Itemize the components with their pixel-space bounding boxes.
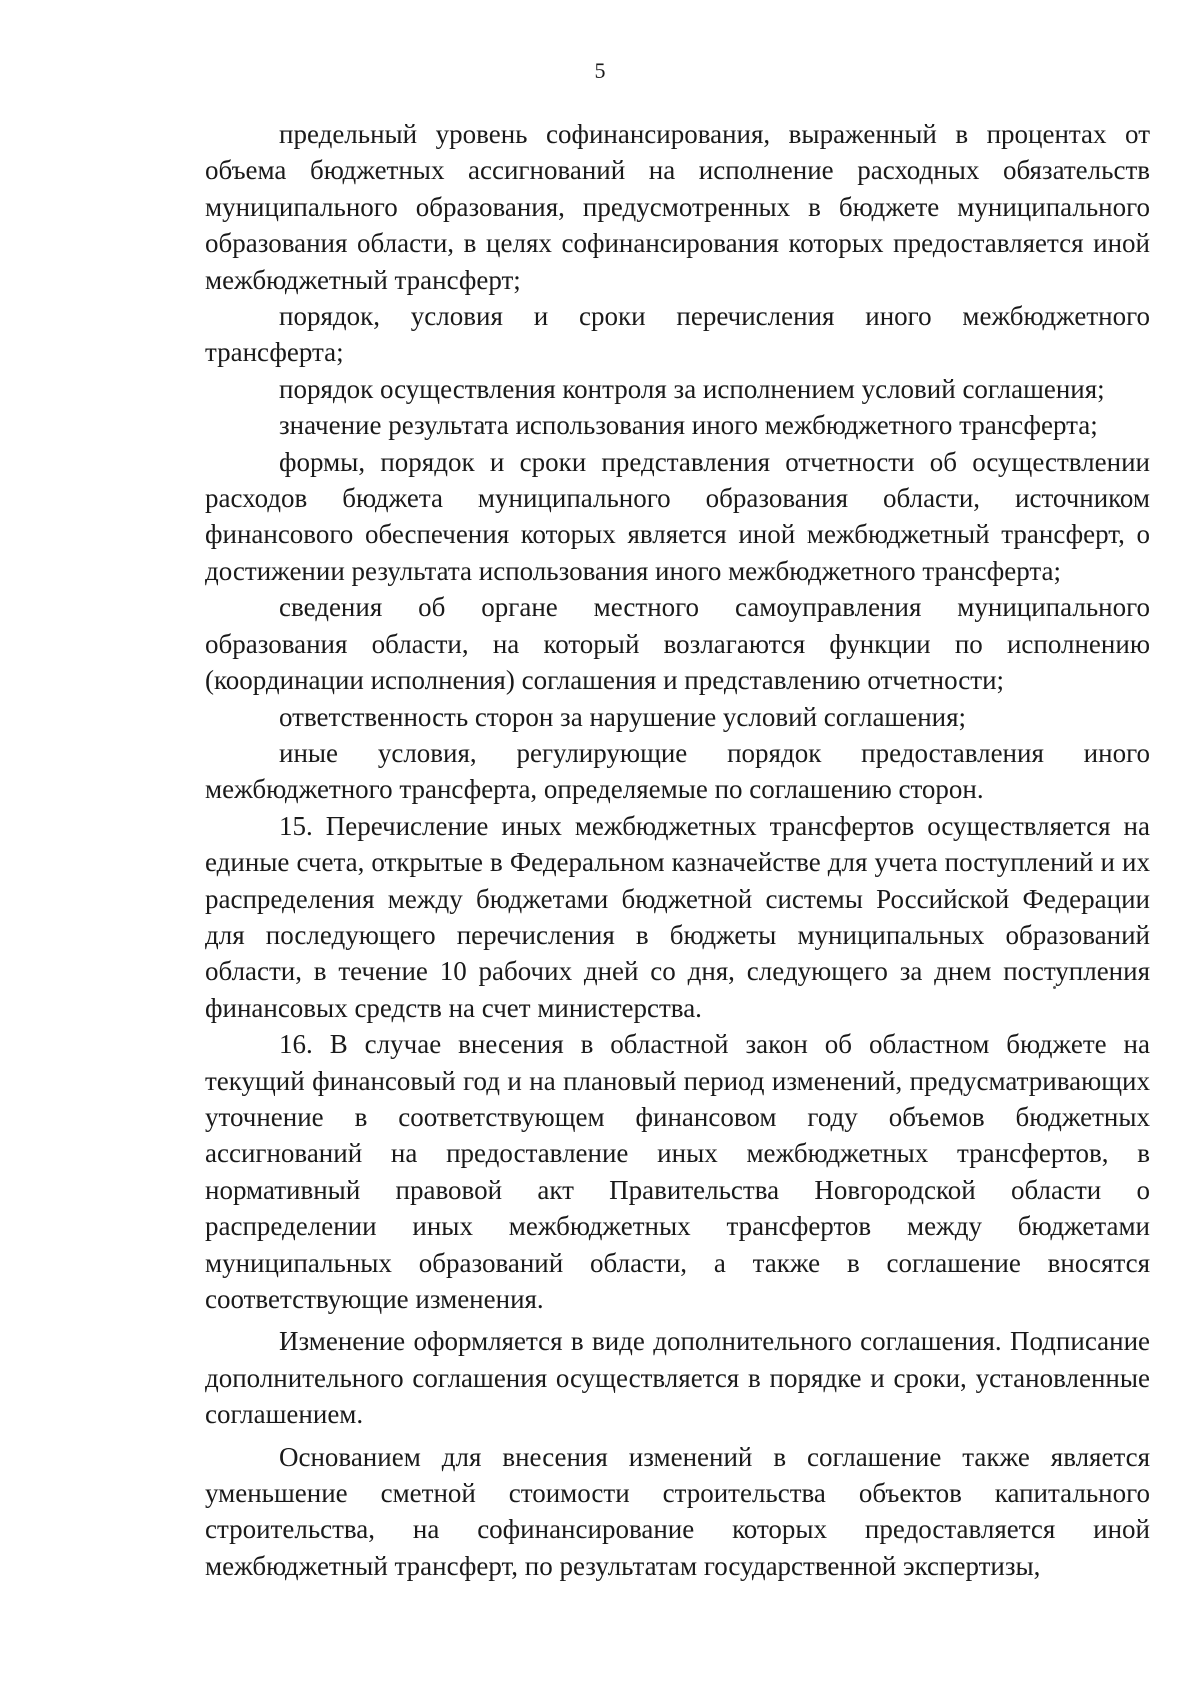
paragraph-item-16: 16. В случае внесения в областной закон об областном бюджете на текущий финансовый год и на плановый период изменений, предусматривающих уточнение в соответствующем финансовом году объемов бюджетных ассигнований на предоставление иных межбюджетных трансфертов, в нормативный правовой акт Правительства Новгородской области о распределении иных межбюджетных трансфертов между бюджетами муниципальных образований области, а также в соглашение вносятся соответствующие изменения.: [205, 1029, 1150, 1314]
scan-speck: [1053, 986, 1056, 989]
paragraph-cofinancing-level: предельный уровень софинансирования, выраженный в процентах от объема бюджетных ассигнований на исполнение расходных обязательств муниципального образования, предусмотренных в бюджете муниципального образования области, в целях софинансирования которых предоставляется иной межбюджетный трансферт;: [205, 119, 1150, 295]
paragraph-local-authority: сведения об органе местного самоуправления муниципального образования области, на который возлагаются функции по исполнению (координации исполнения) соглашения и представлению отчетности;: [205, 592, 1150, 696]
paragraph-control-procedure: порядок осуществления контроля за исполнением условий соглашения;: [279, 373, 1105, 404]
paragraph-reporting: формы, порядок и сроки представления отчетности об осуществлении расходов бюджета муниципального образования области, источником финансового обеспечения которых является иной межбюджетный трансферт, о достижении результата использования иного межбюджетного трансферта;: [205, 446, 1150, 586]
paragraph-liability: ответственность сторон за нарушение условий соглашения;: [279, 701, 967, 732]
body-text: [205, 116, 1150, 1584]
paragraph-other-conditions: иные условия, регулирующие порядок предоставления иного межбюджетного трансферта, определяемые по соглашению сторон.: [205, 737, 1150, 805]
paragraph-amendment: Изменение оформляется в виде дополнительного соглашения. Подписание дополнительного соглашения осуществляется в порядке и сроки, установленные соглашением.: [205, 1326, 1150, 1430]
paragraph-result-value: значение результата использования иного межбюджетного трансферта;: [279, 410, 1098, 441]
paragraph-item-15: 15. Перечисление иных межбюджетных трансфертов осуществляется на единые счета, открытые в Федеральном казначействе для учета поступлений и их распределения между бюджетами бюджетной системы Российской Федерации для последующего перечисления в бюджеты муниципальных образований области, в течение 10 рабочих дней со дня, следующего за днем поступления финансовых средств на счет министерства.: [205, 810, 1150, 1023]
paragraph-transfer-terms: порядок, условия и сроки перечисления иного межбюджетного трансферта;: [205, 301, 1150, 368]
paragraph-grounds-for-changes: Основанием для внесения изменений в соглашение также является уменьшение сметной стоимости строительства объектов капитального строительства, на софинансирование которых предоставляется иной межбюджетный трансферт, по результатам государственной экспертизы,: [205, 1441, 1150, 1581]
page-number: 5: [594, 58, 606, 83]
